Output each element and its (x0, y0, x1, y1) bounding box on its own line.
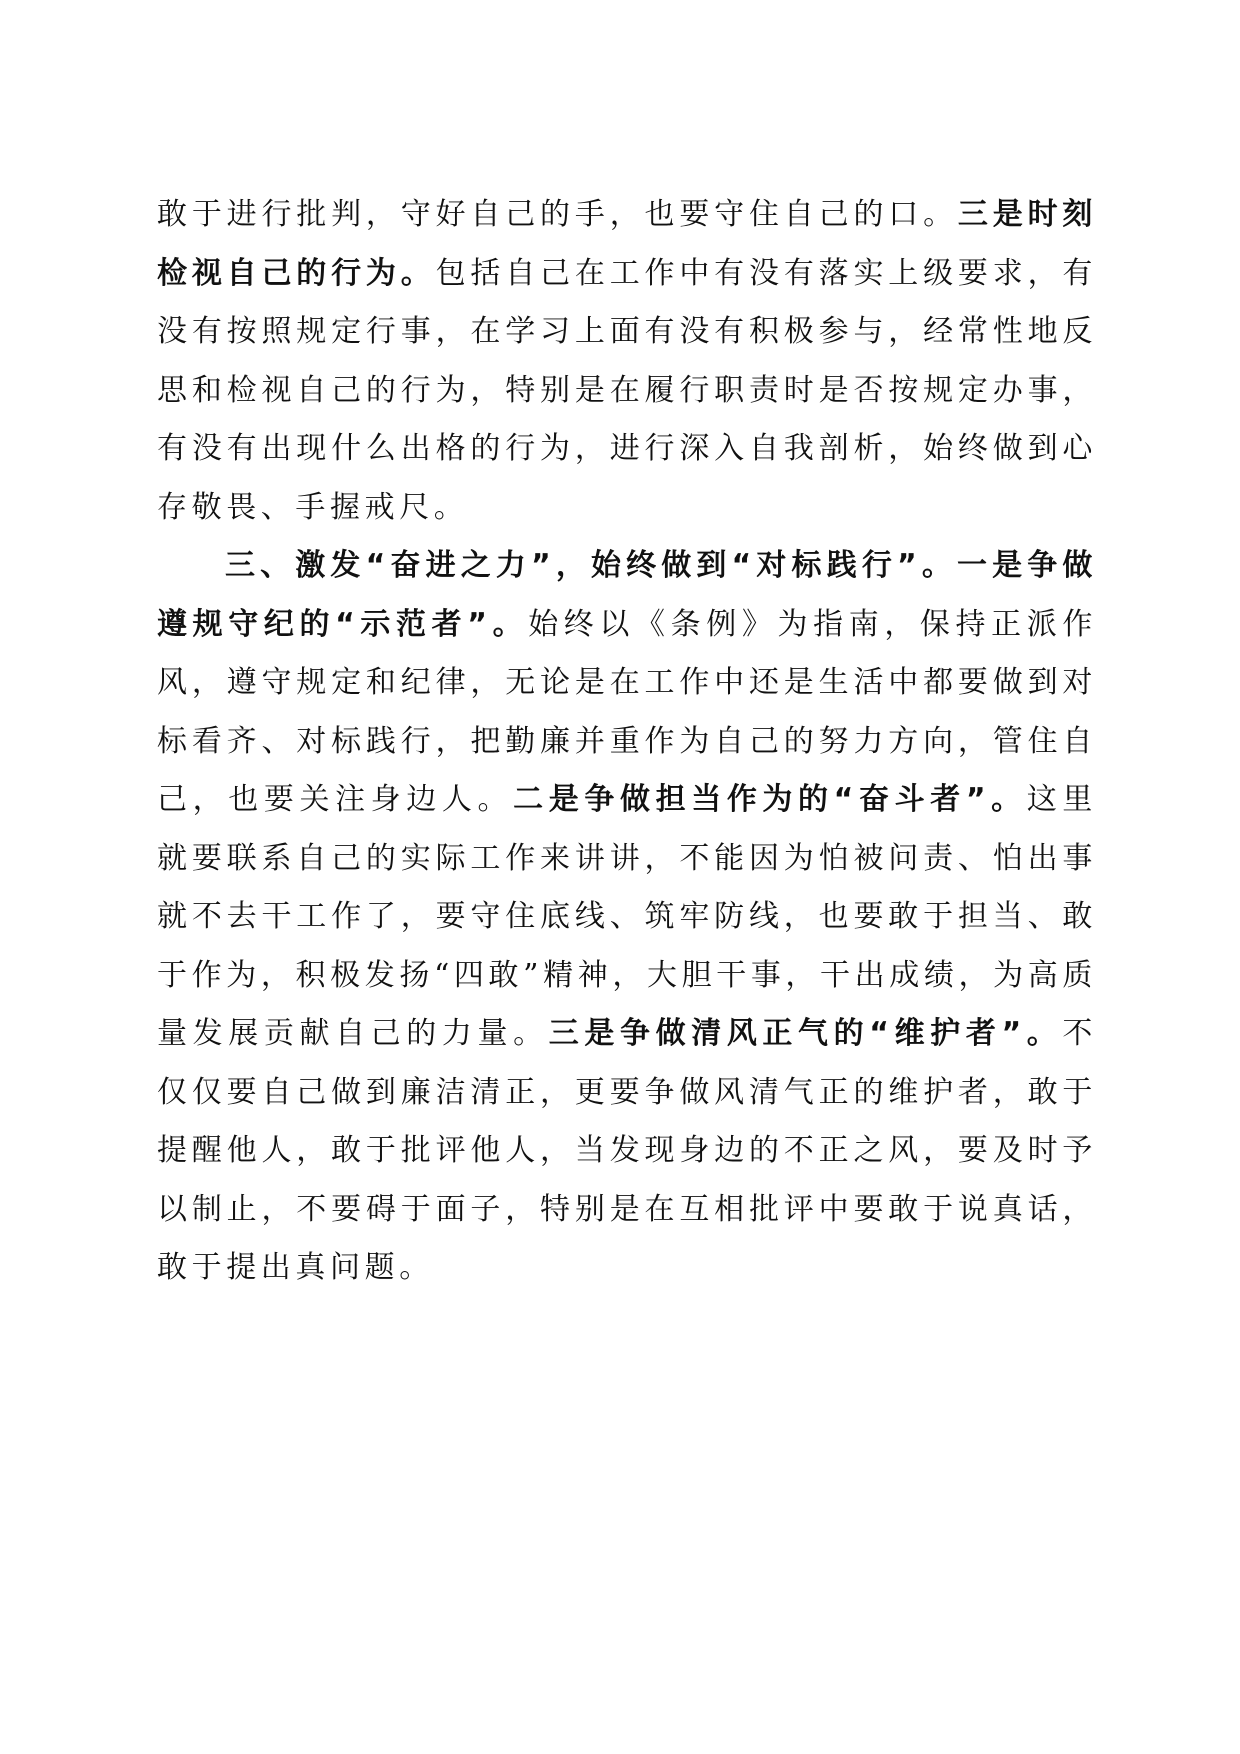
paragraph-2-sentence-2: 始终以《条例》为指南，保持正派作风，遵守规定和纪律，无论是在工作中还是生活中都要做到对标看齐、对标践行，把勤廉并重作为自己的努力方向，管住自己，也要关注身边人。 (157, 606, 1097, 817)
paragraph-2 (157, 537, 1097, 1298)
paragraph-1-bold-heading: 三是时刻检视自己的行为。 (157, 197, 1097, 291)
paragraph-2-sentence-4: 这里就要联系自己的实际工作来讲讲，不能因为怕被问责、怕出事就不去干工作了，要守住底线、筑牢防线，也要敢于担当、敢于作为，积极发扬“四敢”精神，大胆干事，干出成绩，为高质量发展贡献自己的力量。 (157, 782, 1097, 1051)
paragraph-2-bold-point-2: 二是争做担当作为的“奋斗者”。 (513, 782, 1027, 817)
paragraph-2-sentence-6: 不仅仅要自己做到廉洁清正，更要争做风清气正的维护者，敢于提醒他人，敢于批评他人，当发现身边的不正之风，要及时予以制止，不要碍于面子，特别是在互相批评中要敢于说真话，敢于提出真问题。 (157, 1016, 1097, 1285)
paragraph-1-sentence-1: 敢于进行批判，守好自己的手，也要守住自己的口。 (157, 197, 958, 232)
body-text (157, 186, 1097, 1298)
section-three-heading: 三、激发“奋进之力”，始终做到“对标践行”。一是争做遵规守纪的“示范者”。 (157, 548, 1097, 642)
paragraph-2-bold-point-3: 三是争做清风正气的“维护者”。 (548, 1016, 1063, 1051)
paragraph-1-sentence-3: 包括自己在工作中有没有落实上级要求，有没有按照规定行事，在学习上面有没有积极参与，经常性地反思和检视自己的行为，特别是在履行职责时是否按规定办事，有没有出现什么出格的行为，进行深入自我剖析，始终做到心存敬畏、手握戒尺。 (157, 255, 1097, 525)
paragraph-1 (157, 186, 1097, 537)
